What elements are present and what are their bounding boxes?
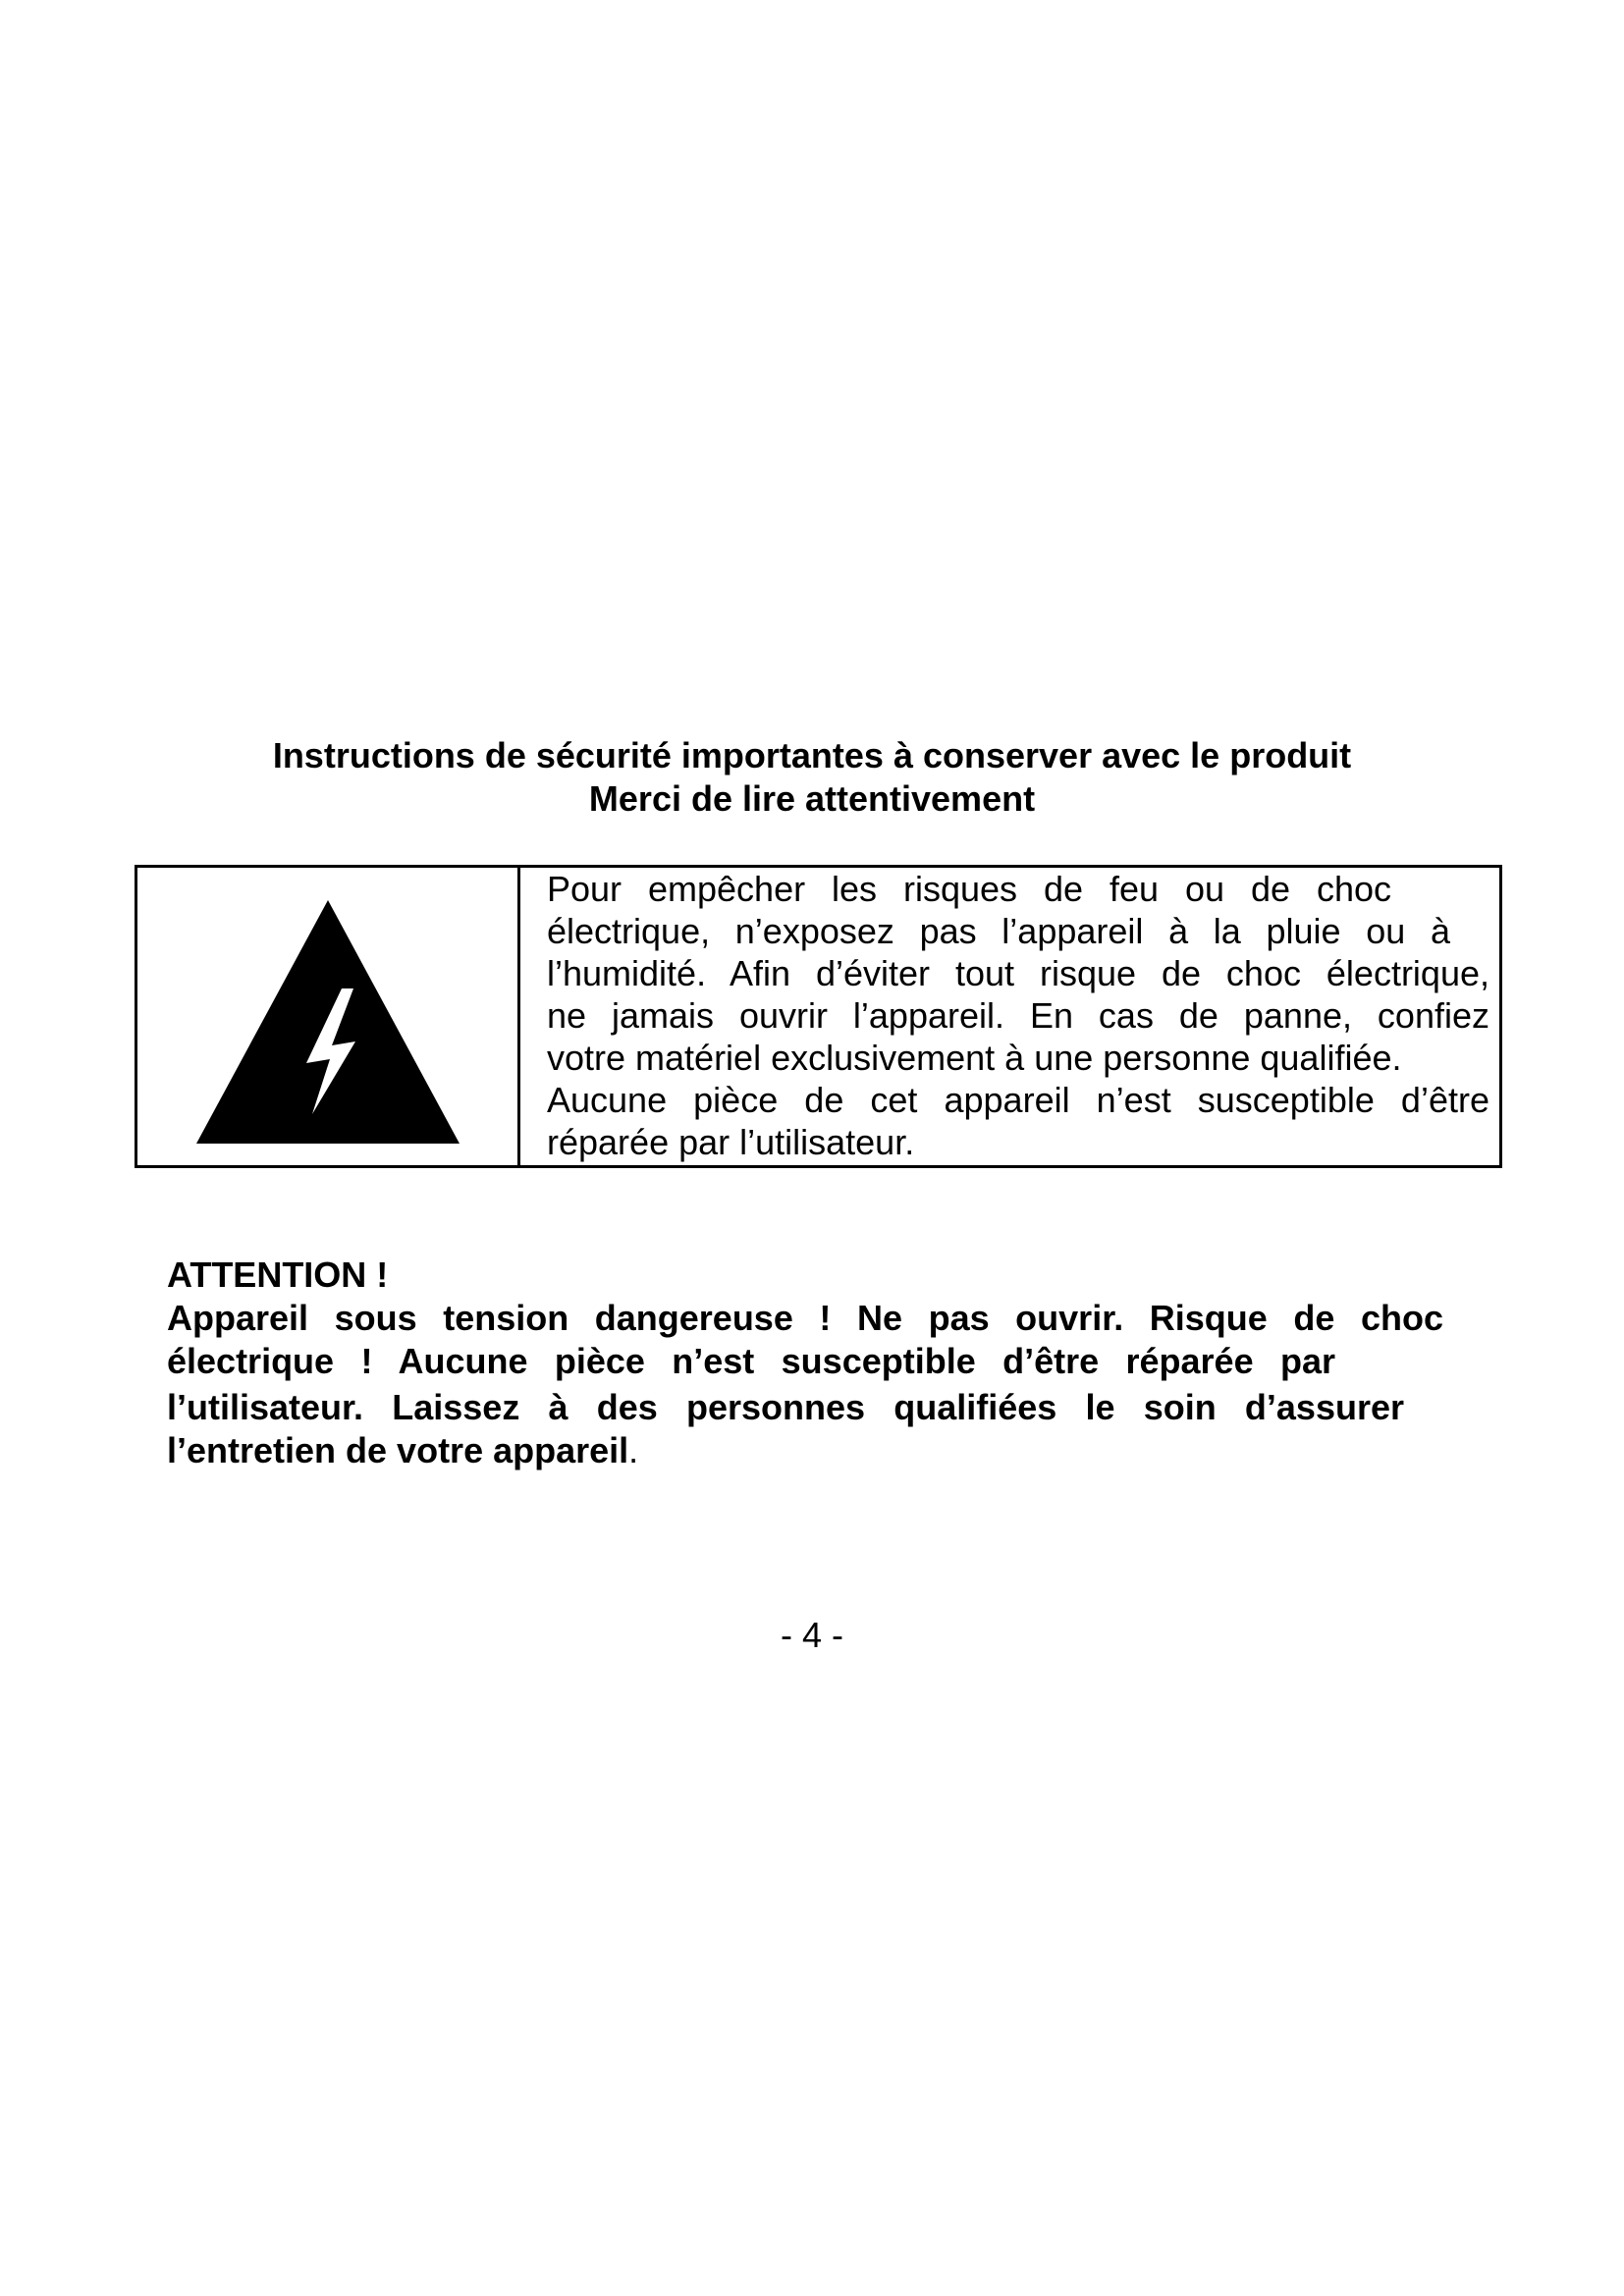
attention-notice <box>167 1254 1443 1472</box>
electric-shock-warning-triangle-icon <box>192 896 463 1148</box>
warning-icon-cell <box>137 868 520 1165</box>
title-line-1: Instructions de sécurité importantes à conserver avec le produit <box>272 735 1352 775</box>
attention-line-last <box>167 1429 1443 1472</box>
warning-text-line: réparée par l’utilisateur. <box>547 1122 915 1162</box>
attention-line-text: l’entretien de votre appareil <box>167 1430 629 1470</box>
warning-box <box>135 865 1502 1168</box>
warning-text-line: électrique, n’exposez pas l’appareil à la pluie ou à <box>547 911 1450 951</box>
warning-text-line: l’humidité. Afin d’éviter tout risque de choc électrique, <box>547 953 1489 993</box>
warning-text-line: ne jamais ouvrir l’appareil. En cas de panne, confiez <box>547 995 1489 1036</box>
warning-text <box>520 868 1499 1165</box>
title-line-2: Merci de lire attentivement <box>588 778 1036 819</box>
page-number: - 4 - <box>780 1615 843 1655</box>
attention-line: électrique ! Aucune pièce n’est susceptible d’être réparée par <box>167 1341 1335 1381</box>
warning-text-line: Aucune pièce de cet appareil n’est susceptible d’être <box>547 1080 1489 1120</box>
warning-text-line: votre matériel exclusivement à une personne qualifiée. <box>547 1038 1402 1078</box>
attention-line: l’utilisateur. Laissez à des personnes qualifiées le soin d’assurer <box>167 1387 1404 1427</box>
attention-line: Appareil sous tension dangereuse ! Ne pas ouvrir. Risque de choc <box>167 1298 1443 1338</box>
attention-final-period: . <box>628 1430 639 1470</box>
warning-text-line: Pour empêcher les risques de feu ou de choc <box>547 869 1391 909</box>
attention-heading: ATTENTION ! <box>167 1255 389 1295</box>
page-title <box>0 734 1624 821</box>
